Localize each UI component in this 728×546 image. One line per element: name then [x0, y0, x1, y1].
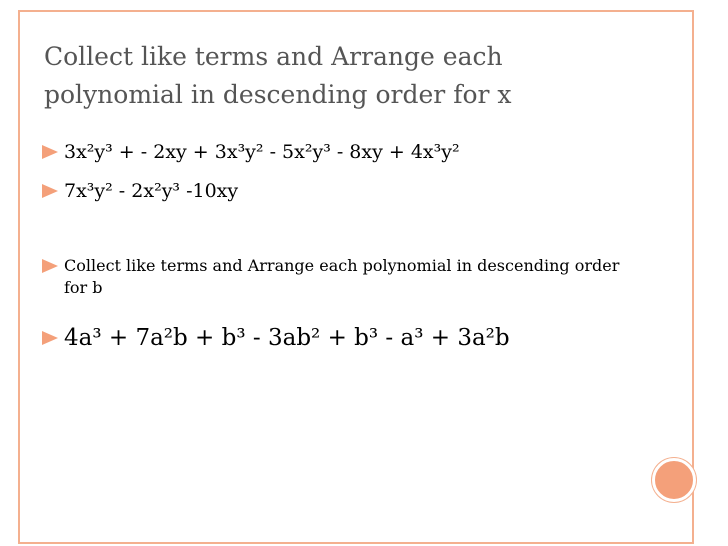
bullet-arrow-icon: [42, 259, 58, 273]
list-item-text: 4a³ + 7a²b + b³ - 3ab² + b³ - a³ + 3a²b: [64, 325, 510, 351]
list-item-text: Collect like terms and Arrange each polynomial in descending order for b: [64, 256, 620, 297]
list-item-text: 3x²y³ + - 2xy + 3x³y² - 5x²y³ - 8xy + 4x³y²: [64, 141, 460, 163]
title-line-1: Collect like terms and Arrange each: [44, 42, 503, 71]
title-line-2: polynomial in descending order for x: [44, 80, 512, 109]
slide-frame-bottom: [18, 542, 694, 544]
slide-title: [44, 38, 644, 114]
bullet-arrow-icon: [42, 145, 58, 159]
bullet-arrow-icon: [42, 184, 58, 198]
bullet-arrow-icon: [42, 331, 58, 345]
decorative-circle-icon: [652, 458, 696, 502]
list-item-text: 7x³y² - 2x²y³ -10xy: [64, 180, 239, 202]
